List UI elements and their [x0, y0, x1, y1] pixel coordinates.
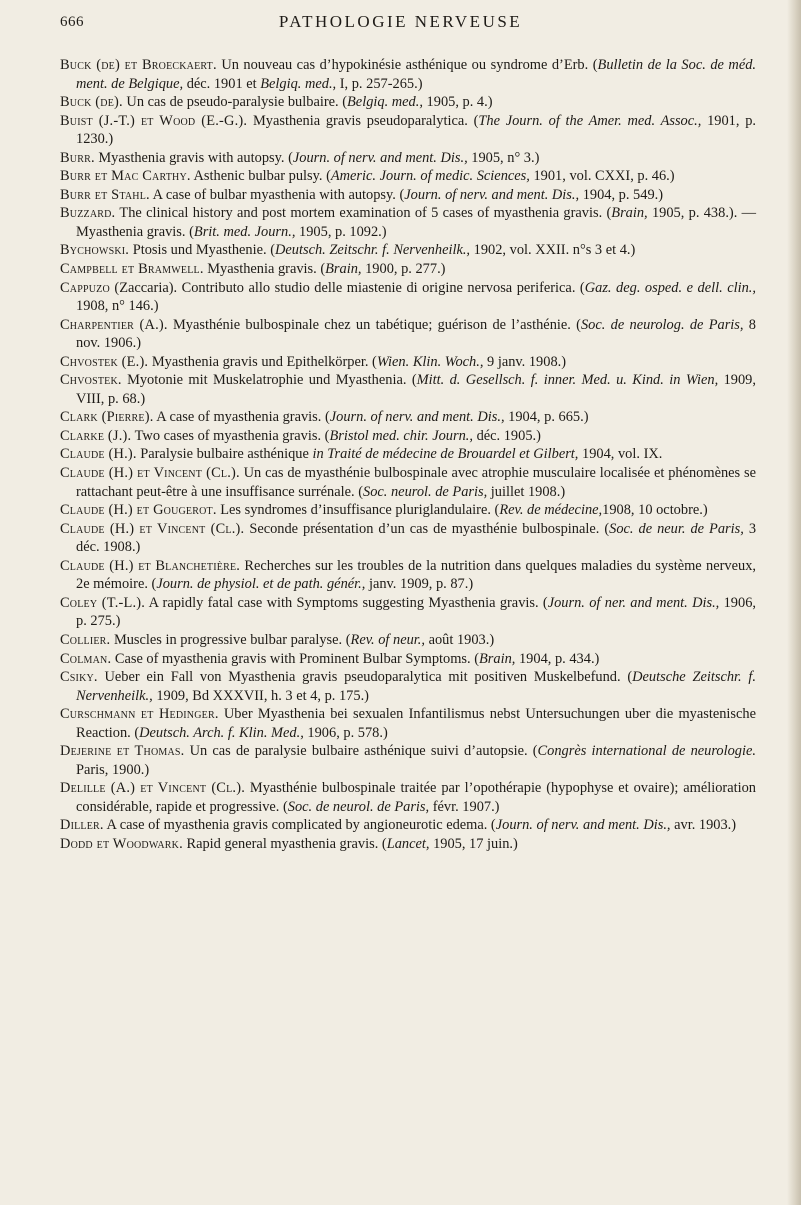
entry-author: Chvostek (E.). [60, 353, 149, 370]
entry-author: Claude (H.) et Vincent (Cl.). [60, 465, 240, 482]
entry-text: 1901, vol. CXXI, p. 46.) [529, 168, 675, 185]
entry-text: Un cas de myasthénie bulbospinale avec atrophie musculaire localisée et phénomènes se rattachant peut-être à une insuffisance surrénale. ( [76, 465, 756, 500]
entry-author: Clark (Pierre). [60, 409, 154, 426]
entry-journal: Wien. Klin. Woch., [376, 353, 484, 370]
entry-author: Burr. [60, 149, 95, 166]
entry-author: Chvostek. [60, 372, 122, 389]
entry-author: Claude (H.) et Vincent (Cl.). [60, 520, 245, 537]
entry-text: Uber Myasthenia bei sexualen Infantilismus nebst Untersuchungen uber die myastenische Reaction. ( [76, 706, 756, 741]
entry-text: déc. 1901 et [183, 75, 261, 92]
page-header [0, 10, 801, 34]
entry-text: Recherches sur les troubles de la nutrition dans quelques maladies du système nerveux, 2e mémoire. ( [76, 557, 756, 593]
bibliography-entry [60, 520, 756, 557]
entry-author: Colman. [60, 650, 112, 667]
entry-text: avr. 1903.) [670, 817, 737, 834]
entry-journal: Journ. of nerv. and ment. Dis., [495, 817, 671, 834]
entry-text: 1902, vol. XXII. n°s 3 et 4.) [470, 242, 636, 259]
entry-text: 1904, p. 665.) [504, 409, 589, 426]
bibliography-entry [60, 112, 756, 149]
entry-text: 1904, p. 434.) [515, 650, 600, 667]
bibliography-entry [60, 260, 756, 279]
bibliography-entry [60, 371, 756, 408]
page-number: 666 [60, 14, 84, 30]
entry-author: Claude (H.) et Blanchetière. [60, 557, 241, 574]
bibliography-entry [60, 167, 756, 186]
entry-journal: Journ. de physiol. et de path. génér., [156, 576, 366, 593]
entry-author: Buck (de) et Broeckaert. [60, 57, 217, 73]
entry-text: 1905, p. 1092.) [295, 223, 387, 240]
entry-journal: Soc. de neurol. de Paris, [287, 798, 430, 815]
bibliography-entry [60, 835, 756, 854]
entry-journal: Bulletin de la Soc. de méd. ment. de Belgique, [76, 57, 756, 92]
bibliography-entry [60, 779, 756, 816]
entry-journal: Brit. med. Journ., [193, 223, 296, 240]
entry-text: Un nouveau cas d’hypokinésie asthénique ou syndrome d’Erb. ( [216, 57, 598, 73]
entry-text: Myasthenia gravis pseudoparalytica. ( [247, 112, 479, 129]
entry-text: Paralysie bulbaire asthénique [136, 446, 313, 463]
entry-text: Muscles in progressive bulbar paralyse. ( [110, 631, 351, 648]
entry-journal: Bristol med. chir. Journ., [329, 427, 473, 444]
entry-text: Case of myasthenia gravis with Prominent Bulbar Symptoms. ( [111, 650, 479, 667]
entry-journal: Gaz. deg. osped. e dell. clin., [584, 279, 756, 296]
entry-text: 1905, p. 4.) [422, 94, 493, 111]
entry-author: Claude (H.). [60, 446, 137, 463]
entry-text: Myasthénie bulbospinale chez un tabétique; guérison de l’asthénie. ( [167, 316, 581, 333]
entry-text: 1909, Bd XXXVII, h. 3 et 4, p. 175.) [152, 687, 369, 704]
entry-text: Ueber ein Fall von Myasthenia gravis pseudoparalytica mit positiven Muskelbefund. ( [97, 669, 633, 686]
entry-text: A case of myasthenia gravis. ( [153, 409, 330, 426]
entry-author: Coley (T.-L.). [60, 594, 146, 611]
entry-journal: Soc. neurol. de Paris, [363, 483, 488, 500]
bibliography-entry [60, 650, 756, 669]
entry-journal: Deutsche Zeitschr. f. Nervenheilk., [76, 669, 756, 704]
entry-journal: Journ. of ner. and ment. Dis., [547, 594, 720, 611]
entry-text: juillet 1908.) [487, 483, 566, 500]
entry-author: Curschmann et Hedinger. [60, 706, 219, 723]
entry-journal: Lancet, [386, 835, 430, 852]
bibliography-entry [60, 501, 756, 520]
entry-author: Delille (A.) et Vincent (Cl.). [60, 780, 246, 797]
bibliography-entry [60, 241, 756, 260]
entry-text: Rapid general myasthenia gravis. ( [182, 835, 387, 852]
entry-text: 1905, p. 438.). — Myasthenia gravis. ( [76, 205, 757, 240]
entry-text: Myasthenia gravis und Epithelkörper. ( [148, 353, 377, 370]
entry-text: (Zaccaria). Contributo allo studio delle miastenie di origine nervosa periferica. ( [109, 279, 585, 296]
bibliography-entry [60, 186, 756, 205]
bibliography-entry [60, 464, 756, 501]
bibliography-entry [60, 204, 756, 241]
entry-journal: Rev. de médecine, [499, 502, 603, 519]
entry-text: 1908, n° 146.) [76, 298, 159, 315]
entry-author: Dodd et Woodwark. [60, 835, 183, 852]
entry-journal: Brain, [479, 650, 516, 667]
entry-text: 1909, VIII, p. 68.) [76, 372, 756, 407]
entry-text: 3 déc. 1908.) [76, 520, 757, 556]
entry-journal: Brain, [611, 205, 648, 222]
entry-author: Buist (J.-T.) et Wood (E.-G.). [60, 112, 248, 129]
bibliography-entry [60, 816, 756, 835]
entry-text: janv. 1909, p. 87.) [365, 576, 474, 593]
bibliography-entry [60, 93, 756, 112]
entry-text: Seconde présentation d’un cas de myasthénie bulbospinale. ( [244, 520, 610, 537]
bibliography-entry [60, 149, 756, 168]
entry-text: 9 janv. 1908.) [483, 353, 567, 370]
entry-author: Charpentier (A.). [60, 316, 168, 333]
entry-text: févr. 1907.) [429, 798, 500, 815]
entry-text: Un cas de pseudo-paralysie bulbaire. ( [122, 94, 348, 111]
bibliography-entry [60, 56, 756, 93]
bibliography-entry [60, 742, 756, 779]
page-edge-shadow [787, 0, 801, 1205]
bibliography-entry [60, 445, 756, 464]
bibliography-entry [60, 594, 756, 631]
entry-author: Bychowski. [60, 242, 130, 259]
entry-journal: Belgiq. med., [347, 94, 423, 111]
entry-text: A case of myasthenia gravis complicated by angioneurotic edema. ( [103, 817, 496, 834]
bibliography-entry [60, 705, 756, 742]
entry-text: Two cases of myasthenia gravis. ( [131, 427, 330, 444]
entry-author: Cappuzo [60, 279, 110, 296]
entry-journal: Soc. de neur. de Paris, [609, 520, 744, 537]
bibliography-entry [60, 353, 756, 372]
entry-author: Dejerine et Thomas. [60, 743, 185, 760]
entry-author: Claude (H.) et Gougerot. [60, 502, 217, 519]
entry-journal: Soc. de neurolog. de Paris, [580, 316, 744, 333]
bibliography-entry [60, 668, 756, 705]
entry-text: Asthenic bulbar pulsy. ( [190, 168, 331, 185]
entry-journal: Deutsch. Arch. f. Klin. Med., [139, 724, 304, 741]
entry-author: Collier. [60, 631, 111, 648]
entry-text: Ptosis und Myasthenie. ( [129, 242, 275, 259]
entry-text: 1906, p. 578.) [303, 724, 388, 741]
entry-text: Myasthenia gravis with autopsy. ( [94, 149, 293, 166]
bibliography-entry [60, 631, 756, 650]
entry-text: A rapidly fatal case with Symptoms suggesting Myasthenia gravis. ( [145, 594, 548, 611]
entry-text: 1906, p. 275.) [76, 594, 756, 630]
entry-text: 8 nov. 1906.) [76, 316, 756, 352]
entry-text: The clinical history and post mortem examination of 5 cases of myasthenia gravis. ( [115, 205, 612, 222]
entry-text: 1904, vol. IX. [578, 446, 663, 463]
entry-text: Les syndromes d’insuffisance pluriglandulaire. ( [216, 502, 500, 519]
bibliography-list [60, 56, 756, 854]
entry-text: 1908, 10 octobre.) [602, 502, 708, 519]
bibliography-entry [60, 279, 756, 316]
entry-text: 1904, p. 549.) [579, 186, 664, 203]
entry-text: 1905, 17 juin.) [429, 835, 518, 852]
entry-journal: Journ. of nerv. and ment. Dis., [404, 186, 580, 203]
entry-journal: Belgiq. med., [260, 75, 337, 92]
entry-text: 1900, p. 277.) [361, 261, 446, 278]
entry-journal: Journ. of nerv. and ment. Dis., [329, 409, 505, 426]
entry-journal: Deutsch. Zeitschr. f. Nervenheilk., [275, 242, 471, 259]
entry-text: Myasthénie bulbospinale traitée par l’opothérapie (hypophyse et ovaire); amélioration considérable, rapide et progressive. ( [76, 780, 756, 815]
entry-text: 1905, n° 3.) [467, 149, 540, 166]
entry-journal: Rev. of neur., [350, 631, 425, 648]
entry-text: I, p. 257-265.) [336, 75, 423, 92]
entry-author: Campbell et Bramwell. [60, 261, 204, 278]
entry-author: Buck (de). [60, 94, 123, 111]
entry-text: déc. 1905.) [472, 427, 541, 444]
entry-journal: Mitt. d. Gesellsch. f. inner. Med. u. Kind. in Wien, [416, 372, 719, 389]
bibliography-entry [60, 316, 756, 353]
entry-author: Burr et Mac Carthy. [60, 168, 191, 185]
entry-text: A case of bulbar myasthenia with autopsy. ( [149, 186, 405, 203]
entry-author: Csiky. [60, 669, 98, 686]
entry-text: Myasthenia gravis. ( [203, 261, 326, 278]
entry-journal: Americ. Journ. of medic. Sciences, [330, 168, 530, 185]
entry-text: Paris, 1900.) [76, 761, 150, 778]
entry-text: Myotonie mit Muskelatrophie und Myasthenia. ( [121, 372, 417, 389]
entry-author: Diller. [60, 817, 104, 834]
entry-journal: in Traité de médecine de Brouardel et Gilbert, [312, 446, 579, 463]
entry-text: Un cas de paralysie bulbaire asthénique suivi d’autopsie. ( [184, 743, 538, 760]
bibliography-entry [60, 427, 756, 446]
entry-text: 1901, p. 1230.) [76, 112, 756, 148]
entry-text: août 1903.) [425, 631, 495, 648]
running-head: PATHOLOGIE NERVEUSE [278, 12, 523, 31]
entry-author: Clarke (J.). [60, 427, 132, 444]
bibliography-entry [60, 408, 756, 427]
bibliography-entry [60, 557, 756, 594]
entry-journal: Journ. of nerv. and ment. Dis., [292, 149, 468, 166]
entry-journal: The Journ. of the Amer. med. Assoc., [478, 112, 702, 129]
entry-journal: Congrès international de neurologie. [537, 743, 756, 760]
entry-journal: Brain, [325, 261, 362, 278]
entry-author: Burr et Stahl. [60, 186, 150, 203]
entry-author: Buzzard. [60, 205, 116, 222]
